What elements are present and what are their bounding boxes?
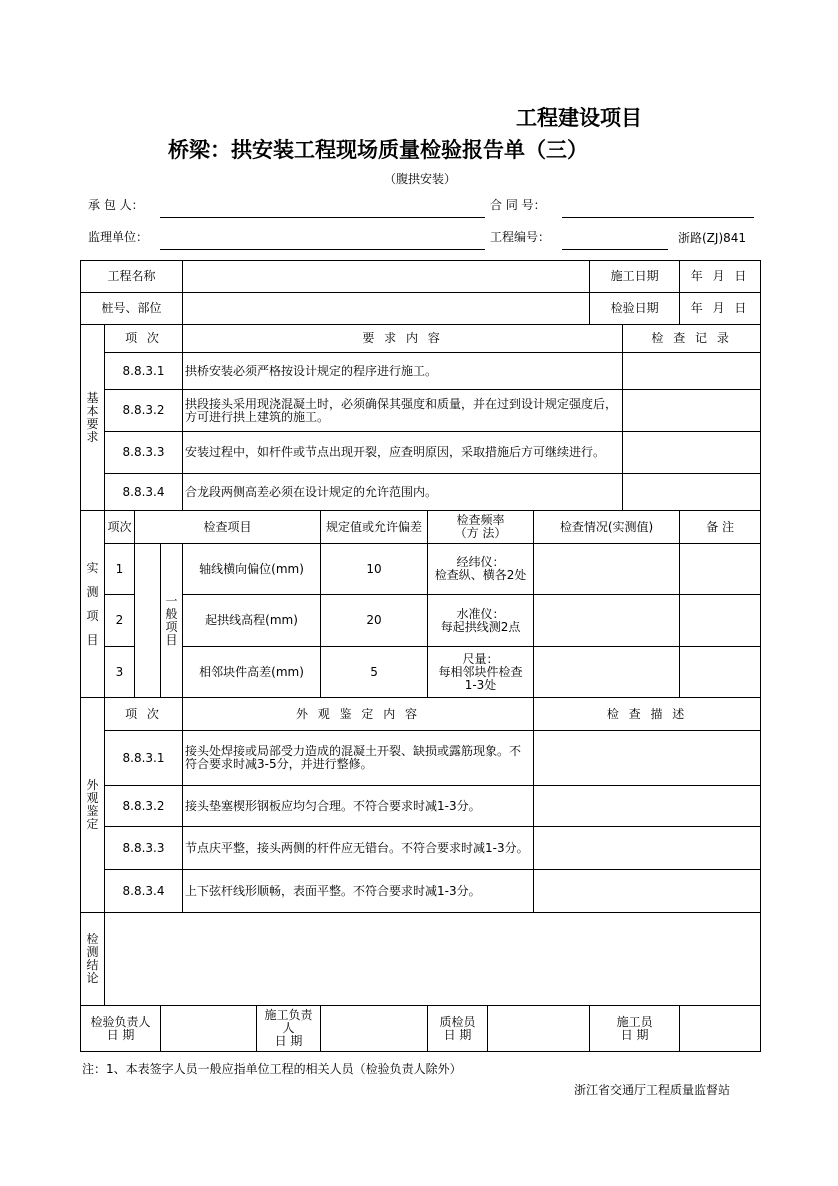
sign-inspector-value[interactable] (161, 1006, 257, 1052)
project-name-label: 工程名称 (81, 261, 183, 293)
sign-worker-value[interactable] (680, 1006, 761, 1052)
appearance-row-desc[interactable] (534, 870, 761, 913)
appearance-col-item: 项 次 (105, 698, 183, 731)
appearance-row-code: 8.8.3.3 (105, 827, 183, 870)
basic-row-record[interactable] (623, 390, 761, 432)
appearance-row-code: 8.8.3.2 (105, 786, 183, 827)
measured-section-text: 实测项目 (86, 561, 99, 647)
appearance-col-desc: 检 查 描 述 (534, 698, 761, 731)
measured-row-tolerance: 10 (321, 544, 428, 595)
sign-quality-label: 质检员 日 期 (428, 1006, 488, 1052)
appearance-row-desc[interactable] (534, 786, 761, 827)
measured-col-freq: 检查频率 （方 法） (428, 511, 534, 544)
supervisor-field[interactable] (160, 249, 485, 250)
subtitle: （腹拱安装） (384, 172, 457, 186)
project-name-value[interactable] (183, 261, 590, 293)
title-line2: 桥梁：拱安装工程现场质量检验报告单（三） (168, 138, 588, 162)
measured-row-freq: 尺量： 每相邻块件检查 1-3处 (428, 647, 534, 698)
measured-row-note[interactable] (680, 647, 761, 698)
appearance-row-text: 节点庆平整，接头两侧的杆件应无错台。不符合要求时减1-3分。 (183, 827, 534, 870)
contractor-field[interactable] (160, 217, 485, 218)
appearance-section-text: 外观鉴定 (86, 778, 99, 831)
measured-row-item: 起拱线高程(mm) (183, 595, 321, 647)
measured-row-tolerance: 20 (321, 595, 428, 647)
measured-row-item: 相邻块件高差(mm) (183, 647, 321, 698)
conclusion-value[interactable] (105, 913, 761, 1006)
measured-row-result[interactable] (534, 595, 680, 647)
basic-row-code: 8.8.3.4 (105, 474, 183, 511)
basic-row-record[interactable] (623, 474, 761, 511)
basic-row-text: 安装过程中，如杆件或节点出现开裂，应查明原因，采取措施后方可继续进行。 (183, 432, 623, 474)
construction-date-value[interactable]: 年 月 日 (680, 261, 761, 293)
measured-col-tolerance: 规定值或允许偏差 (321, 511, 428, 544)
measured-row-freq: 经纬仪： 检查纵、横各2处 (428, 544, 534, 595)
appearance-row-text: 接头垫塞楔形钢板应均匀合理。不符合要求时减1-3分。 (183, 786, 534, 827)
measured-row-tolerance: 5 (321, 647, 428, 698)
basic-col-item: 项 次 (105, 325, 183, 353)
construction-date-label: 施工日期 (590, 261, 680, 293)
basic-section-label (81, 325, 105, 511)
sign-constructor-label: 施工负责人 日 期 (257, 1006, 321, 1052)
sign-quality-value[interactable] (488, 1006, 590, 1052)
appearance-section-label (81, 698, 105, 913)
appearance-row-text: 上下弦杆线形顺畅，表面平整。不符合要求时减1-3分。 (183, 870, 534, 913)
inspection-date-value[interactable]: 年 月 日 (680, 293, 761, 325)
station-label: 桩号、部位 (81, 293, 183, 325)
basic-row-record[interactable] (623, 432, 761, 474)
basic-row-text: 拱桥安装必须严格按设计规定的程序进行施工。 (183, 353, 623, 390)
measured-col-note: 备 注 (680, 511, 761, 544)
measured-group-text: 一般项目 (165, 593, 178, 647)
footer-note: 注：1、本表签字人员一般应指单位工程的相关人员（检验负责人除外） (82, 1062, 462, 1076)
conclusion-section-text: 检测结论 (86, 932, 99, 985)
measured-group-spacer (135, 544, 161, 698)
measured-row-result[interactable] (534, 647, 680, 698)
appearance-row-code: 8.8.3.4 (105, 870, 183, 913)
project-no-field[interactable] (562, 249, 668, 250)
measured-col-item: 项次 (105, 511, 135, 544)
inspection-date-label: 检验日期 (590, 293, 680, 325)
contract-no-field[interactable] (562, 217, 754, 218)
contractor-label: 承 包 人： (88, 198, 144, 212)
sign-worker-label: 施工员 日 期 (590, 1006, 680, 1052)
footer-org: 浙江省交通厅工程质量监督站 (574, 1083, 731, 1097)
sign-constructor-value[interactable] (321, 1006, 428, 1052)
measured-col-result: 检查情况(实测值) (534, 511, 680, 544)
inspection-table (80, 260, 761, 1052)
project-no-label: 工程编号： (490, 230, 551, 244)
title-line1: 工程建设项目 (516, 106, 642, 130)
basic-col-record: 检 查 记 录 (623, 325, 761, 353)
sign-inspector-label: 检验负责人 日 期 (81, 1006, 161, 1052)
conclusion-section-label (81, 913, 105, 1006)
contract-no-label: 合 同 号： (490, 198, 546, 212)
measured-col-check: 检查项目 (135, 511, 321, 544)
measured-row-note[interactable] (680, 544, 761, 595)
measured-section-label (81, 511, 105, 698)
basic-row-text: 拱段接头采用现浇混凝土时，必须确保其强度和质量，并在过到设计规定强度后，方可进行拱上建筑的施工。 (183, 390, 623, 432)
measured-row-freq: 水准仪： 每起拱线测2点 (428, 595, 534, 647)
basic-section-text: 基本要求 (86, 390, 99, 444)
basic-row-text: 合龙段两侧高差必须在设计规定的允许范围内。 (183, 474, 623, 511)
appearance-row-text: 接头处焊接或局部受力造成的混凝土开裂、缺损或露筋现象。不符合要求时减3-5分，并进行整修。 (183, 731, 534, 786)
appearance-row-desc[interactable] (534, 827, 761, 870)
appearance-row-desc[interactable] (534, 731, 761, 786)
basic-row-code: 8.8.3.1 (105, 353, 183, 390)
appearance-row-code: 8.8.3.1 (105, 731, 183, 786)
appearance-col-content: 外 观 鉴 定 内 容 (183, 698, 534, 731)
measured-group-label (161, 544, 183, 698)
measured-row-item: 轴线横向偏位(mm) (183, 544, 321, 595)
measured-row-no: 2 (105, 595, 135, 647)
form-code: 浙路(ZJ)841 (678, 231, 747, 245)
basic-row-record[interactable] (623, 353, 761, 390)
measured-row-no: 1 (105, 544, 135, 595)
basic-row-code: 8.8.3.2 (105, 390, 183, 432)
measured-row-no: 3 (105, 647, 135, 698)
basic-col-content: 要 求 内 容 (183, 325, 623, 353)
station-value[interactable] (183, 293, 590, 325)
measured-row-result[interactable] (534, 544, 680, 595)
measured-row-note[interactable] (680, 595, 761, 647)
basic-row-code: 8.8.3.3 (105, 432, 183, 474)
supervisor-label: 监理单位： (88, 230, 149, 244)
